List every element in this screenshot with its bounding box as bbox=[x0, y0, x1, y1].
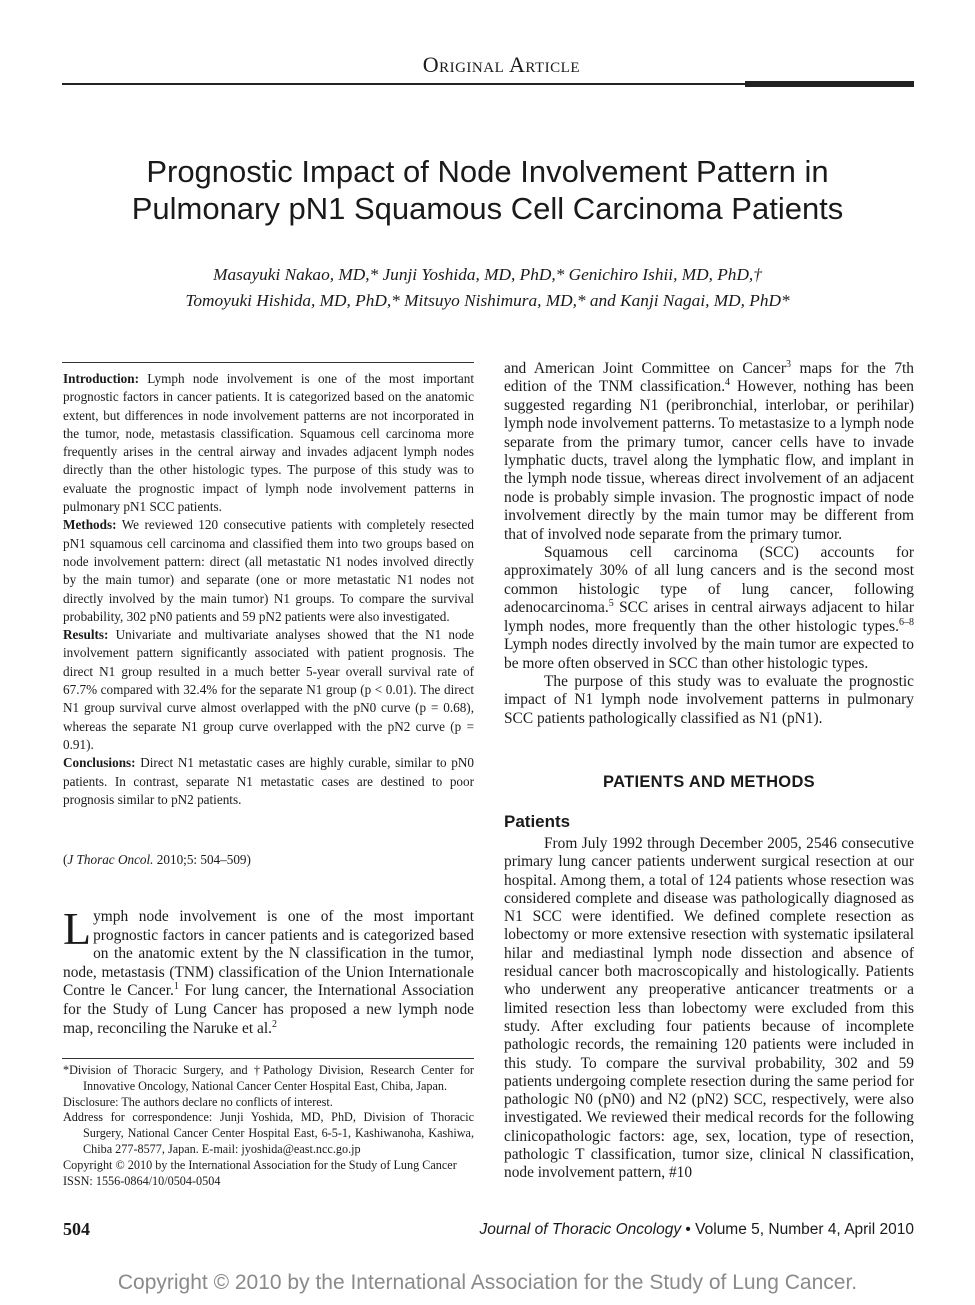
author-line-2: Tomoyuki Hishida, MD, PhD,* Mitsuyo Nishimura, MD,* and Kanji Nagai, MD, PhD* bbox=[185, 291, 790, 310]
abstract-methods bbox=[63, 516, 474, 626]
ref-6-8: 6–8 bbox=[899, 616, 914, 628]
section-label: Original Article bbox=[422, 52, 580, 77]
abstract-conclusions bbox=[63, 754, 474, 809]
abstract-intro-text: Lymph node involvement is one of the most important prognostic factors in cancer patients. It is categorized based on the anatomic extent, but differences in node involvement patterns are not incorporated in the tumor, node, metastasis classification. Squamous cell carcinoma more frequently arises in the central airway and invades adjacent lymph nodes directly than the other histologic types. The purpose of this study was to evaluate the prognostic impact of lymph node involvement patterns in pulmonary pN1 SCC patients. bbox=[63, 371, 474, 515]
right-paragraph-2 bbox=[504, 544, 914, 673]
ref-2: 2 bbox=[271, 1018, 277, 1030]
volume-info: Volume 5, Number 4, April 2010 bbox=[695, 1221, 914, 1238]
ref-5: 5 bbox=[608, 598, 614, 610]
author-list bbox=[70, 262, 905, 314]
ref-3: 3 bbox=[785, 358, 791, 370]
footnote-issn: ISSN: 1556-0864/10/0504-0504 bbox=[63, 1173, 221, 1188]
drop-cap: L bbox=[63, 903, 92, 954]
abstract-results-label: Results: bbox=[63, 627, 109, 643]
footnote-correspondence: Address for correspondence: Junji Yoshida, MD, PhD, Division of Thoracic Surgery, National Cancer Center Hospital East, 6-5-1, Kashiwanoha, Kashiwa, Chiba 277-8577, Japan. E-mail: jyoshida@east.ncc.go.jp bbox=[63, 1110, 474, 1156]
page-number: 504 bbox=[63, 1219, 90, 1239]
subsection-heading-patients: Patients bbox=[504, 812, 571, 831]
right-column-intro bbox=[504, 360, 914, 728]
abstract-rule bbox=[62, 362, 474, 363]
right-paragraph-1 bbox=[504, 360, 914, 544]
abstract-intro-label: Introduction: bbox=[63, 371, 139, 386]
intro-text-b: For lung cancer, the International Association for the Study of Lung Cancer has proposed a new lymph node map, reconciling the Naruke et al. bbox=[63, 982, 474, 1037]
p2-text-a: Squamous cell carcinoma (SCC) accounts for approximately 30% of all lung cancers and is the second most common histologic type of lung cancer, following adenocarcinoma. bbox=[504, 544, 914, 617]
journal-name: Journal of Thoracic Oncology bbox=[479, 1221, 682, 1238]
introduction-paragraph bbox=[63, 903, 474, 1038]
header-rule-accent bbox=[745, 81, 914, 87]
ref-1: 1 bbox=[173, 981, 179, 993]
patients-paragraph: From July 1992 through December 2005, 2546 consecutive primary lung cancer patients underwent surgical resection at our hospital. Among them, a total of 124 patients whose resection was considered complete and disease was pathologically diagnosed as N1 SCC were identified. We defined complete resection as lobectomy or more extensive resection with systematic ipsilateral hilar and mediastinal lymph node dissection and absence of residual cancer both macroscopically and histologically. Patients who underwent any preoperative anticancer treatments or a limited resection less than lobectomy were excluded from this study. After excluding four patients because of incomplete pathologic records, the remaining 120 patients were included in this study. To compare the survival probability, 302 and 59 patients undergoing complete resection during the same period for pathologic N0 (pN0) and N2 (pN2) SCC, respectively, were also investigated. We reviewed their medical records for the following clinicopathologic factors: age, sex, location, type of resection, pathologic T classification, tumor size, clinical N classification, node involvement pattern, #10 bbox=[504, 835, 914, 1182]
abstract-results-text: Univariate and multivariate analyses showed that the N1 node involvement pattern significantly associated with patient prognosis. The direct N1 group resulted in a much better 5-year overall survival rate of 67.7% compared with 32.4% for the separate N1 group (p < 0.01). The direct N1 group survival curve almost overlapped with the pN0 curve (p = 0.68), whereas the separate N1 group curve overlapped with the pN2 curve (p = 0.91). bbox=[63, 627, 474, 752]
copyright-banner: Copyright © 2010 by the International Association for the Study of Lung Cancer. bbox=[117, 1271, 858, 1294]
citation-open: ( bbox=[63, 852, 68, 867]
footer-bullet: • bbox=[681, 1221, 696, 1238]
p1-text-a: and American Joint Committee on Cancer bbox=[504, 360, 786, 377]
p1-text-c: However, nothing has been suggested regarding N1 (peribronchial, interlobar, or perihilar) lymph node involvement patterns. To metastasize to a lymph node separate from the primary tumor, cancer cells have to invade lymphatic ducts, travel along the lymphatic flow, and implant in the lymph node tissue, whereas direct involvement of an adjacent node is probably simple invasion. The prognostic impact of node involvement directly by the main tumor may be different from that of involved node separate from the primary tumor. bbox=[504, 378, 914, 543]
abstract-methods-label: Methods: bbox=[63, 517, 117, 533]
abstract-methods-text: We reviewed 120 consecutive patients with completely resected pN1 squamous cell carcinoma and classified them into two groups based on node involvement pattern: direct (all metastatic N1 nodes involved directly by the main tumor) and separate (one or more metastatic N1 nodes not directly involved by the main tumor) N1 groups. To compare the survival probability, 302 pN0 patients and 59 pN2 patients were also investigated. bbox=[63, 517, 474, 624]
article-title: Prognostic Impact of Node Involvement Pattern in Pulmonary pN1 Squamous Cell Carcinoma Patients bbox=[131, 154, 844, 226]
abstract bbox=[63, 370, 474, 809]
right-paragraph-3: The purpose of this study was to evaluate the prognostic impact of N1 lymph node involvement patterns in pulmonary SCC patients pathologically classified as N1 (pN1). bbox=[504, 672, 914, 727]
author-line-1: Masayuki Nakao, MD,* Junji Yoshida, MD, PhD,* Genichiro Ishii, MD, PhD,† bbox=[213, 265, 762, 284]
footnote-copyright: Copyright © 2010 by the International Association for the Study of Lung Cancer bbox=[63, 1157, 457, 1172]
abstract-conclusions-text: Direct N1 metastatic cases are highly curable, similar to pN0 patients. In contrast, separate N1 metastatic cases are destined to poor prognosis similar to pN2 patients. bbox=[63, 755, 474, 807]
abstract-introduction bbox=[63, 370, 474, 516]
abstract-results bbox=[63, 626, 474, 754]
footnote-affiliation: *Division of Thoracic Surgery, and †Pathology Division, Research Center for Innovative Oncology, National Cancer Center Hospital East, Chiba, Japan. bbox=[63, 1063, 474, 1093]
p1-text-b: maps for the 7th edition of the TNM classification. bbox=[504, 360, 914, 396]
p2-text-b: SCC arises in central airways adjacent to hilar lymph nodes, more frequently than the other histologic types. bbox=[504, 599, 914, 635]
section-heading-methods: PATIENTS AND METHODS bbox=[603, 773, 815, 791]
footnotes bbox=[63, 1063, 474, 1189]
citation-details: 2010;5: 504–509) bbox=[153, 852, 251, 867]
ref-4: 4 bbox=[725, 377, 731, 389]
citation-journal: J Thorac Oncol. bbox=[67, 852, 154, 867]
abstract-conclusions-label: Conclusions: bbox=[63, 755, 136, 771]
p2-text-c: Lymph nodes directly involved by the main tumor are expected to be more often observed in SCC than other histologic types. bbox=[504, 636, 914, 672]
footnote-rule bbox=[62, 1058, 474, 1059]
footnote-disclosure: Disclosure: The authors declare no conflicts of interest. bbox=[63, 1094, 333, 1109]
citation bbox=[63, 851, 474, 869]
journal-footer bbox=[400, 1221, 914, 1239]
right-column-patients bbox=[504, 835, 914, 1183]
intro-text-a: ymph node involvement is one of the most important prognostic factors in cancer patients and is categorized based on the anatomic extent by the N classification in the tumor, node, metastasis (TNM) classification of the Union Internationale Contre le Cancer. bbox=[63, 908, 474, 1000]
